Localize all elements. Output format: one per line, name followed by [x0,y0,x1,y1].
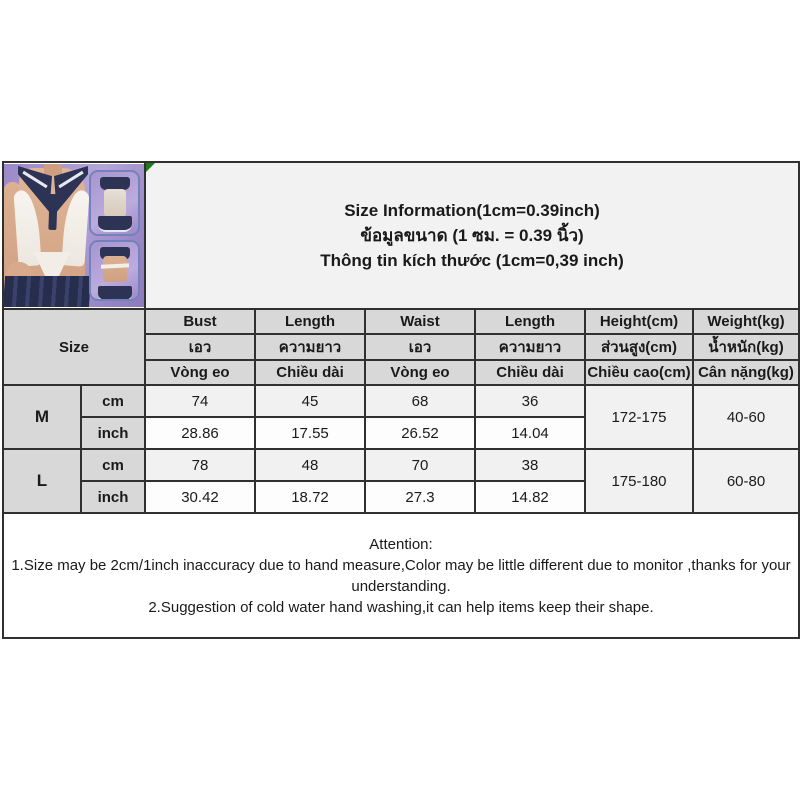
col-header-weight-vi: Cân nặng(kg) [693,360,799,385]
attention-line-2: 2.Suggestion of cold water hand washing,it can help items keep their shape. [148,598,654,616]
inset-back [103,256,127,282]
attention-section [3,513,799,638]
m-length2-inch: 14.04 [475,417,585,449]
unit-inch-label: inch [81,417,145,449]
title-cell [145,162,799,309]
m-waist-inch: 26.52 [365,417,475,449]
size-chart-table [2,161,800,639]
l-length2-cm: 38 [475,449,585,481]
unit-cm-label: cm [81,449,145,481]
m-height-range: 172-175 [585,385,693,449]
navy-skirt [4,276,91,307]
l-waist-inch: 27.3 [365,481,475,513]
m-length1-cm: 45 [255,385,365,417]
unit-cm-label: cm [81,385,145,417]
product-photo-cell [3,162,145,309]
l-length2-inch: 14.82 [475,481,585,513]
col-header-height-th: ส่วนสูง(cm) [585,334,693,360]
title-th: ข้อมูลขนาด (1 ซม. = 0.39 นิ้ว) [360,226,584,245]
col-header-length1-en: Length [255,309,365,334]
inset-skirt [98,286,132,301]
l-weight-range: 60-80 [693,449,799,513]
m-bust-cm: 74 [145,385,255,417]
col-header-weight-en: Weight(kg) [693,309,799,334]
size-label-l: L [3,449,81,513]
collar-tie [48,194,57,230]
size-chart-sheet [2,161,798,639]
title-en: Size Information(1cm=0.39inch) [344,201,600,220]
col-header-height-vi: Chiều cao(cm) [585,360,693,385]
attention-heading: Attention: [369,535,433,553]
l-height-range: 175-180 [585,449,693,513]
col-header-length2-th: ความยาว [475,334,585,360]
col-header-length1-vi: Chiều dài [255,360,365,385]
l-length1-inch: 18.72 [255,481,365,513]
m-waist-cm: 68 [365,385,475,417]
col-header-waist-vi: Vòng eo [365,360,475,385]
col-header-bust-th: เอว [145,334,255,360]
col-header-height-en: Height(cm) [585,309,693,334]
l-bust-cm: 78 [145,449,255,481]
l-waist-cm: 70 [365,449,475,481]
size-label-m: M [3,385,81,449]
m-bust-inch: 28.86 [145,417,255,449]
m-length2-cm: 36 [475,385,585,417]
col-header-waist-en: Waist [365,309,475,334]
l-length1-cm: 48 [255,449,365,481]
col-header-length2-vi: Chiều dài [475,360,585,385]
table-row-m-cm [3,385,799,417]
col-header-bust-en: Bust [145,309,255,334]
col-header-length2-en: Length [475,309,585,334]
inset-skirt [98,216,132,232]
title-vi: Thông tin kích thước (1cm=0,39 inch) [320,251,624,270]
col-header-length1-th: ความยาว [255,334,365,360]
model-neck [44,164,62,176]
m-length1-inch: 17.55 [255,417,365,449]
table-row-l-cm [3,449,799,481]
l-bust-inch: 30.42 [145,481,255,513]
attention-line-1: 1.Size may be 2cm/1inch inaccuracy due to hand measure,Color may be little different due to monitor ,thanks for your understanding. [11,556,791,595]
size-header: Size [3,309,145,385]
col-header-bust-vi: Vòng eo [145,360,255,385]
col-header-waist-th: เอว [365,334,475,360]
m-weight-range: 40-60 [693,385,799,449]
photo-inset-bottom [89,240,140,301]
photo-inset-top [89,170,140,236]
cell-corner-marker-icon [146,163,155,172]
unit-inch-label: inch [81,481,145,513]
inset-torso [104,189,126,217]
product-photo [4,164,144,307]
col-header-weight-th: น้ำหนัก(kg) [693,334,799,360]
